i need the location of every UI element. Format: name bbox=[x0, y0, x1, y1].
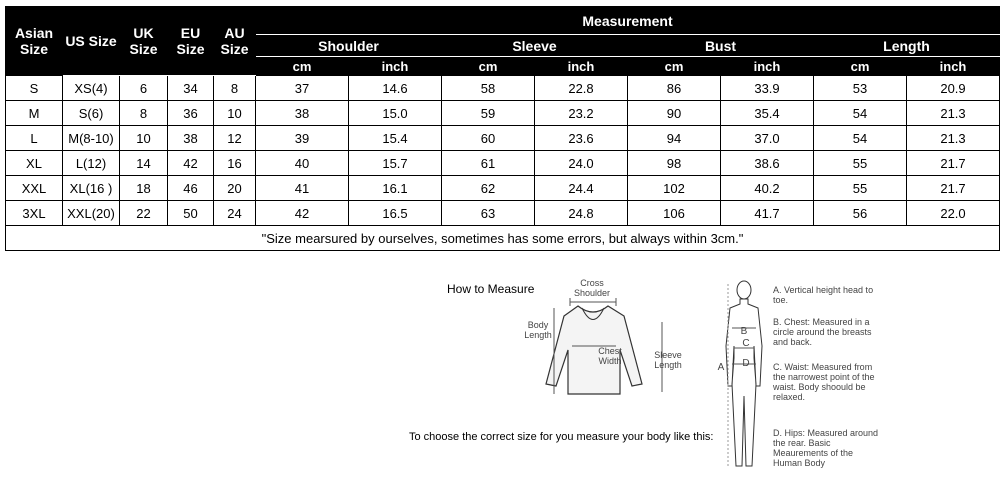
table-row bbox=[6, 201, 1000, 226]
table-cell: 15.0 bbox=[349, 101, 442, 126]
table-cell: 42 bbox=[256, 201, 349, 226]
body-measure-figure bbox=[712, 276, 772, 476]
header-unit: inch bbox=[349, 57, 442, 76]
cross-shoulder-label-2: Shoulder bbox=[573, 288, 611, 298]
table-cell: 21.7 bbox=[907, 151, 1000, 176]
chest-width-label-2: Width bbox=[598, 356, 622, 366]
table-cell: XXL(20) bbox=[63, 201, 120, 226]
table-cell: 50 bbox=[168, 201, 214, 226]
legend-c: C. Waist: Measured from the narrowest point of the waist. Body shoould be relaxed. bbox=[773, 362, 875, 402]
header-au-size: AU Size bbox=[214, 7, 256, 76]
table-cell: 15.7 bbox=[349, 151, 442, 176]
table-cell: 33.9 bbox=[721, 76, 814, 101]
header-unit: inch bbox=[721, 57, 814, 76]
table-cell: L(12) bbox=[63, 151, 120, 176]
table-cell: S(6) bbox=[63, 101, 120, 126]
table-cell: 20.9 bbox=[907, 76, 1000, 101]
table-cell: 34 bbox=[168, 76, 214, 101]
marker-b: B bbox=[740, 326, 748, 337]
table-cell: 15.4 bbox=[349, 126, 442, 151]
header-asian-size: Asian Size bbox=[6, 7, 63, 76]
table-row bbox=[6, 126, 1000, 151]
table-cell: 40.2 bbox=[721, 176, 814, 201]
body-silhouette bbox=[726, 299, 762, 466]
table-cell: 41 bbox=[256, 176, 349, 201]
shirt-measure-diagram bbox=[520, 276, 690, 416]
table-cell: 106 bbox=[628, 201, 721, 226]
table-cell: 55 bbox=[814, 176, 907, 201]
table-cell: 24.4 bbox=[535, 176, 628, 201]
table-cell: 21.7 bbox=[907, 176, 1000, 201]
table-cell: 61 bbox=[442, 151, 535, 176]
table-cell: 20 bbox=[214, 176, 256, 201]
marker-d: D bbox=[742, 358, 750, 369]
measurement-note: "Size mearsured by ourselves, sometimes has some errors, but always within 3cm." bbox=[6, 226, 1000, 251]
table-cell: 22.8 bbox=[535, 76, 628, 101]
table-cell: 62 bbox=[442, 176, 535, 201]
table-cell: 38 bbox=[168, 126, 214, 151]
table-cell: 24.8 bbox=[535, 201, 628, 226]
table-cell: 46 bbox=[168, 176, 214, 201]
table-cell: 18 bbox=[120, 176, 168, 201]
table-cell: 55 bbox=[814, 151, 907, 176]
table-cell: 22.0 bbox=[907, 201, 1000, 226]
table-cell: S bbox=[6, 76, 63, 101]
table-cell: 54 bbox=[814, 126, 907, 151]
table-cell: 10 bbox=[214, 101, 256, 126]
header-length: Length bbox=[814, 35, 1000, 57]
marker-a: A bbox=[717, 362, 725, 373]
table-cell: 6 bbox=[120, 76, 168, 101]
table-cell: 23.2 bbox=[535, 101, 628, 126]
header-unit: cm bbox=[628, 57, 721, 76]
table-cell: 23.6 bbox=[535, 126, 628, 151]
table-cell: 8 bbox=[120, 101, 168, 126]
table-cell: 14 bbox=[120, 151, 168, 176]
table-cell: 59 bbox=[442, 101, 535, 126]
table-cell: L bbox=[6, 126, 63, 151]
header-unit: inch bbox=[535, 57, 628, 76]
table-cell: 60 bbox=[442, 126, 535, 151]
cross-shoulder-label-1: Cross bbox=[580, 278, 604, 288]
table-cell: 36 bbox=[168, 101, 214, 126]
table-row bbox=[6, 176, 1000, 201]
body-length-label-2: Length bbox=[524, 330, 552, 340]
sleeve-length-label-1: Sleeve bbox=[654, 350, 682, 360]
table-cell: 24 bbox=[214, 201, 256, 226]
header-uk-size: UK Size bbox=[120, 7, 168, 76]
table-cell: 21.3 bbox=[907, 101, 1000, 126]
table-cell: 16.1 bbox=[349, 176, 442, 201]
table-cell: 24.0 bbox=[535, 151, 628, 176]
legend-b: B. Chest: Measured in a circle around the breasts and back. bbox=[773, 317, 872, 347]
table-cell: XXL bbox=[6, 176, 63, 201]
header-unit: inch bbox=[907, 57, 1000, 76]
header-eu-size: EU Size bbox=[168, 7, 214, 76]
header-unit: cm bbox=[814, 57, 907, 76]
table-cell: M(8-10) bbox=[63, 126, 120, 151]
marker-c: C bbox=[742, 338, 750, 349]
table-cell: XL(16 ) bbox=[63, 176, 120, 201]
table-cell: XS(4) bbox=[63, 76, 120, 101]
table-row bbox=[6, 76, 1000, 101]
header-bust: Bust bbox=[628, 35, 814, 57]
chest-width-label-1: Chest bbox=[598, 346, 622, 356]
table-row bbox=[6, 151, 1000, 176]
table-cell: 94 bbox=[628, 126, 721, 151]
table-cell: 12 bbox=[214, 126, 256, 151]
table-cell: 42 bbox=[168, 151, 214, 176]
body-length-label-1: Body bbox=[527, 320, 549, 330]
table-cell: 16.5 bbox=[349, 201, 442, 226]
table-cell: 41.7 bbox=[721, 201, 814, 226]
note-row bbox=[6, 226, 1000, 251]
header-sleeve: Sleeve bbox=[442, 35, 628, 57]
header-shoulder: Shoulder bbox=[256, 35, 442, 57]
table-cell: 63 bbox=[442, 201, 535, 226]
table-row bbox=[6, 101, 1000, 126]
how-to-measure-title: How to Measure bbox=[447, 282, 535, 296]
table-cell: 37.0 bbox=[721, 126, 814, 151]
choose-size-text: To choose the correct size for you measure your body like this: bbox=[409, 431, 714, 443]
table-cell: 22 bbox=[120, 201, 168, 226]
legend-d: D. Hips: Measured around the rear. Basic Meaurements of the Human Body bbox=[773, 428, 879, 468]
table-cell: 16 bbox=[214, 151, 256, 176]
header-us-size: US Size bbox=[63, 7, 120, 76]
table-cell: 10 bbox=[120, 126, 168, 151]
table-cell: 56 bbox=[814, 201, 907, 226]
table-cell: 38 bbox=[256, 101, 349, 126]
header-unit: cm bbox=[442, 57, 535, 76]
size-chart-table bbox=[5, 6, 1000, 251]
table-cell: XL bbox=[6, 151, 63, 176]
table-cell: 90 bbox=[628, 101, 721, 126]
table-cell: 98 bbox=[628, 151, 721, 176]
table-cell: 35.4 bbox=[721, 101, 814, 126]
table-cell: 3XL bbox=[6, 201, 63, 226]
table-cell: 38.6 bbox=[721, 151, 814, 176]
table-cell: 86 bbox=[628, 76, 721, 101]
table-cell: 39 bbox=[256, 126, 349, 151]
sleeve-length-label-2: Length bbox=[654, 360, 682, 370]
table-cell: 54 bbox=[814, 101, 907, 126]
table-cell: 37 bbox=[256, 76, 349, 101]
table-cell: 53 bbox=[814, 76, 907, 101]
table-cell: 14.6 bbox=[349, 76, 442, 101]
legend-a: A. Vertical height head to toe. bbox=[773, 285, 874, 305]
table-cell: 40 bbox=[256, 151, 349, 176]
table-cell: 102 bbox=[628, 176, 721, 201]
table-cell: 21.3 bbox=[907, 126, 1000, 151]
header-unit: cm bbox=[256, 57, 349, 76]
table-cell: 58 bbox=[442, 76, 535, 101]
table-cell: 8 bbox=[214, 76, 256, 101]
header-measurement: Measurement bbox=[256, 7, 1000, 35]
table-cell: M bbox=[6, 101, 63, 126]
